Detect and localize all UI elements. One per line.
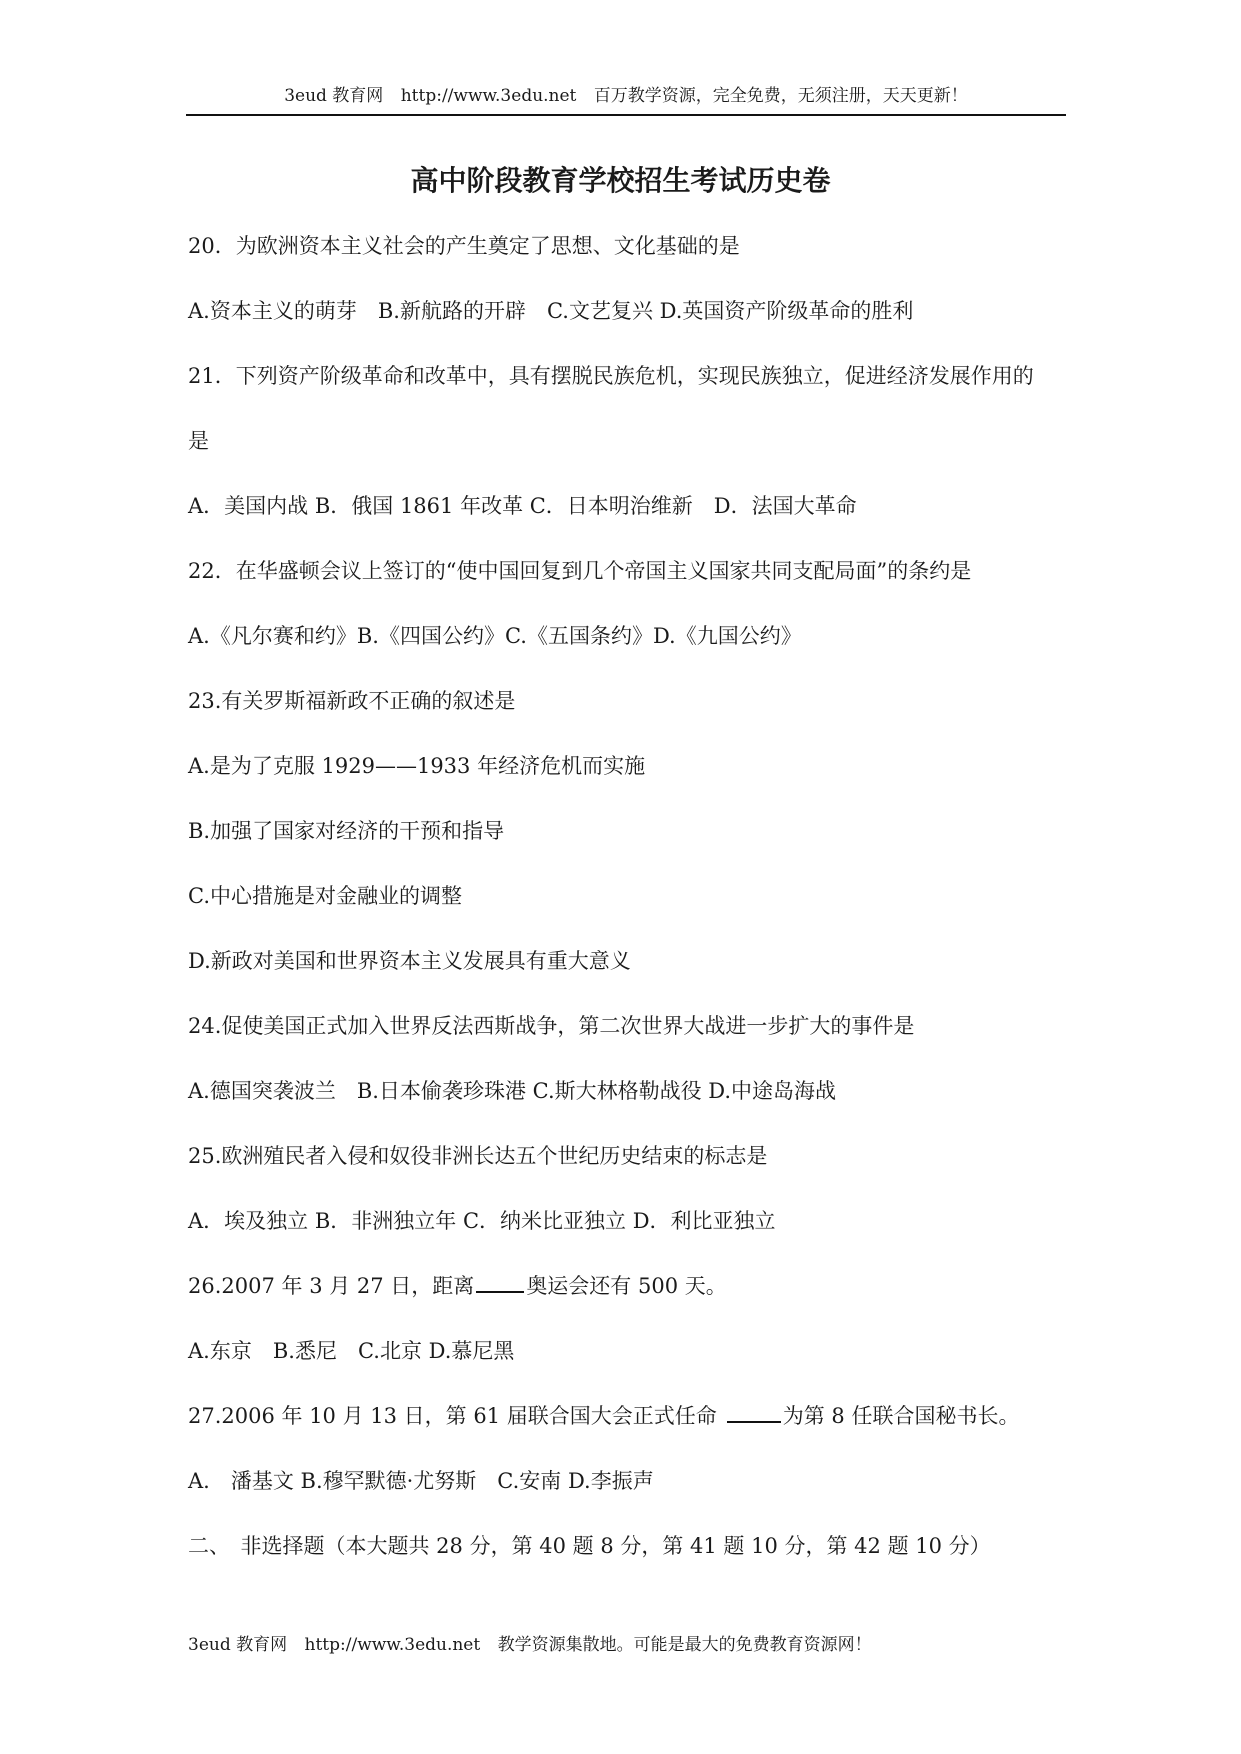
question-27-options: A. 潘基文 B.穆罕默德·尤努斯 C.安南 D.李振声 — [188, 1469, 654, 1493]
question-23-option-b: B.加强了国家对经济的干预和指导 — [188, 819, 505, 843]
page-header — [186, 86, 1066, 106]
question-25-stem: 25.欧洲殖民者入侵和奴役非洲长达五个世纪历史结束的标志是 — [188, 1144, 768, 1168]
page-title: 高中阶段教育学校招生考试历史卷 — [410, 164, 831, 197]
footer-slogan: 教学资源集散地。可能是最大的免费教育资源网！ — [497, 1635, 872, 1655]
question-21-stem-continued: 是 — [188, 429, 209, 453]
question-body — [188, 230, 1068, 1595]
question-26-text-before: 26.2007 年 3 月 27 日，距离 — [188, 1274, 475, 1298]
header-divider — [186, 114, 1066, 116]
question-24-stem: 24.促使美国正式加入世界反法西斯战争，第二次世界大战进一步扩大的事件是 — [188, 1014, 915, 1038]
header-url-link[interactable]: http://www.3edu.net — [400, 86, 577, 106]
question-23-option-d: D.新政对美国和世界资本主义发展具有重大意义 — [188, 949, 631, 973]
question-27-text-before: 27.2006 年 10 月 13 日，第 61 届联合国大会正式任命 — [188, 1404, 717, 1428]
page-footer — [188, 1634, 1068, 1656]
footer-site-name: 3eud 教育网 — [188, 1635, 288, 1655]
header-site-name: 3eud 教育网 — [284, 86, 384, 106]
header-slogan: 百万教学资源，完全免费，无须注册，天天更新！ — [593, 86, 968, 106]
question-27-stem — [188, 1400, 1068, 1465]
section-2-heading: 二、 非选择题（本大题共 28 分，第 40 题 8 分，第 41 题 10 分，第 42 题 10 分） — [188, 1534, 991, 1558]
question-22-stem: 22．在华盛顿会议上签订的“使中国回复到几个帝国主义国家共同支配局面”的条约是 — [188, 559, 972, 583]
question-20-options: A.资本主义的萌芽 B.新航路的开辟 C.文艺复兴 D.英国资产阶级革命的胜利 — [188, 299, 914, 323]
question-23-stem: 23.有关罗斯福新政不正确的叙述是 — [188, 689, 516, 713]
question-26-blank — [476, 1273, 524, 1293]
question-21-stem: 21．下列资产阶级革命和改革中，具有摆脱民族危机，实现民族独立，促进经济发展作用的 — [188, 364, 1034, 388]
question-21-options: A．美国内战 B．俄国 1861 年改革 C．日本明治维新 D．法国大革命 — [188, 494, 857, 518]
question-25-options: A．埃及独立 B．非洲独立年 C．纳米比亚独立 D．利比亚独立 — [188, 1209, 776, 1233]
question-26-stem — [188, 1270, 1068, 1335]
question-26-text-after: 奥运会还有 500 天。 — [526, 1274, 727, 1298]
question-27-blank — [727, 1403, 781, 1423]
question-23-option-c: C.中心措施是对金融业的调整 — [188, 884, 462, 908]
question-24-options: A.德国突袭波兰 B.日本偷袭珍珠港 C.斯大林格勒战役 D.中途岛海战 — [188, 1079, 837, 1103]
question-23-option-a: A.是为了克服 1929——1933 年经济危机而实施 — [188, 754, 646, 778]
question-26-options: A.东京 B.悉尼 C.北京 D.慕尼黑 — [188, 1339, 515, 1363]
footer-url-link[interactable]: http://www.3edu.net — [304, 1635, 481, 1655]
question-22-options: A.《凡尔赛和约》B.《四国公约》C.《五国条约》D.《九国公约》 — [188, 624, 802, 648]
question-20-stem: 20．为欧洲资本主义社会的产生奠定了思想、文化基础的是 — [188, 234, 740, 258]
question-27-text-after: 为第 8 任联合国秘书长。 — [782, 1404, 1020, 1428]
